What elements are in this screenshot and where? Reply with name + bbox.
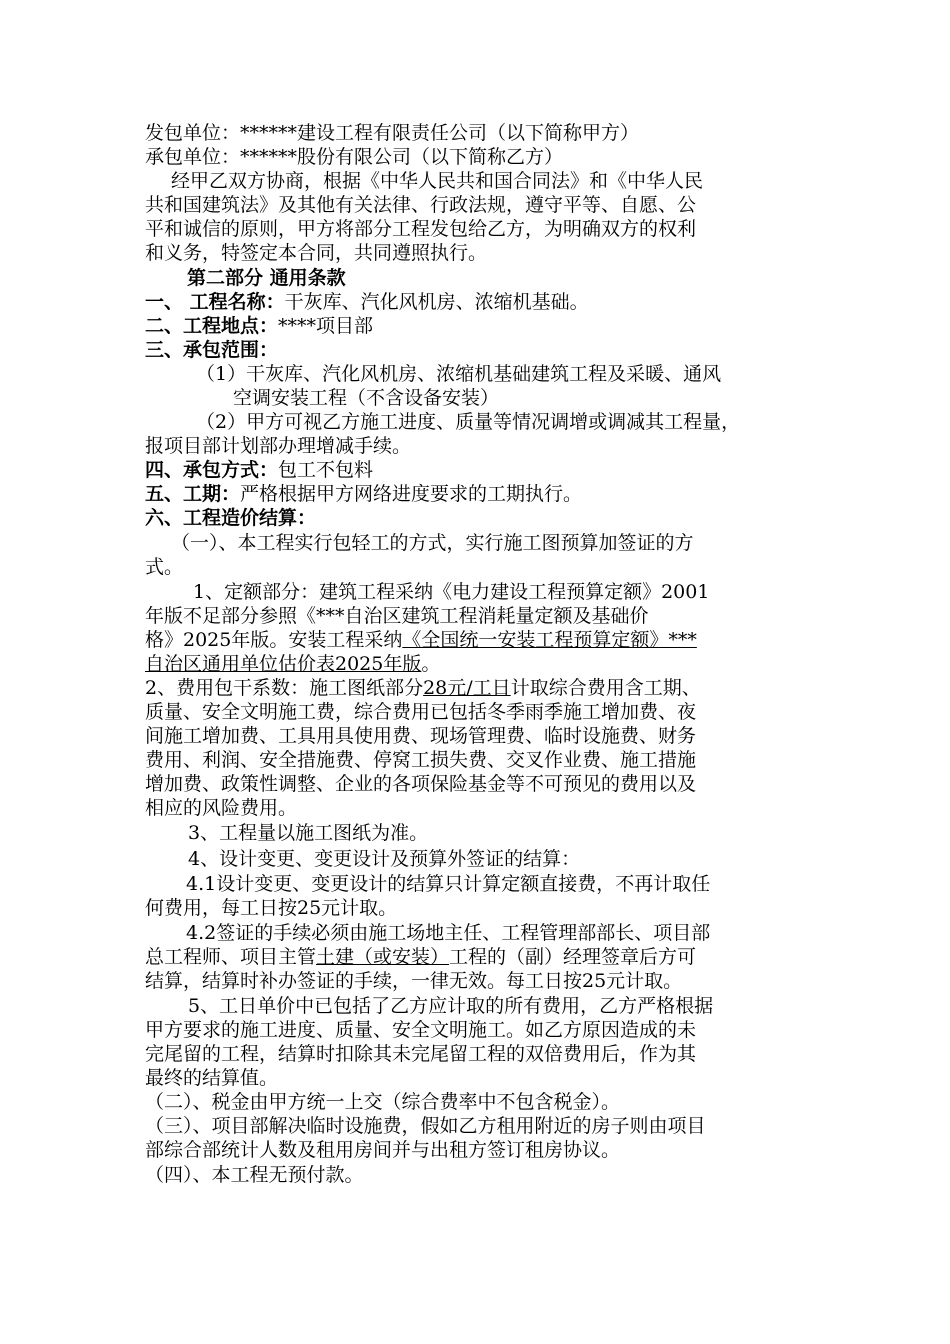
employer-line: 发包单位：******建设工程有限责任公司（以下简称甲方）	[145, 122, 640, 144]
item-2-text: 计取综合费用含工期、	[510, 677, 701, 699]
item-4-2	[145, 945, 696, 969]
intro-line: 经甲乙双方协商，根据《中华人民共和国合同法》和《中华人民	[171, 170, 704, 192]
paragraph-3: （三）、项目部解决临时设施费，假如乙方租用附近的房子则由项目	[145, 1115, 706, 1137]
intro-line: 平和诚信的原则，甲方将部分工程发包给乙方，为明确双方的权利	[145, 218, 697, 240]
item-2: 增加费、政策性调整、企业的各项保险基金等不可预见的费用以及	[145, 773, 697, 795]
section-4-value: 包工不包料	[278, 459, 374, 481]
scope-item: （2）甲方可视乙方施工进度、质量等情况调增或调减其工程量，	[196, 411, 741, 433]
item-4: 4、设计变更、变更设计及预算外签证的结算：	[188, 848, 581, 870]
item-4-2-underlined: 土建（或安装）	[316, 946, 450, 968]
item-3: 3、工程量以施工图纸为准。	[188, 822, 429, 844]
scope-item: （1）干灰库、汽化风机房、浓缩机基础建筑工程及采暖、通风	[196, 363, 722, 385]
item-1: 1、定额部分：建筑工程采纳《电力建设工程预算定额》2001	[193, 581, 710, 603]
section-1	[145, 290, 589, 314]
paragraph-1: （一）、本工程实行包轻工的方式，实行施工图预算加签证的方	[171, 532, 694, 554]
contractor-line: 承包单位：******股份有限公司（以下简称乙方）	[145, 146, 564, 168]
item-1	[145, 652, 440, 676]
item-2: 间施工增加费、工具用具使用费、现场管理费、临时设施费、财务	[145, 725, 697, 747]
item-2-rate: 28元/工日	[423, 677, 511, 699]
item-1-text: 。	[421, 653, 441, 675]
item-4-2-text: 总工程师、项目主管	[145, 946, 317, 968]
item-5: 完尾留的工程，结算时扣除其未完尾留工程的双倍费用后，作为其	[145, 1043, 697, 1065]
section-5-value: 严格根据甲方网络进度要求的工期执行。	[240, 483, 583, 505]
item-4-2: 结算，结算时补办签证的手续，一律无效。每工日按25元计取。	[145, 970, 683, 992]
item-4-1: 4.1设计变更、变更设计的结算只计算定额直接费，不再计取任	[186, 873, 711, 895]
item-1	[145, 628, 697, 652]
section-3-label: 三、承包范围：	[145, 339, 279, 361]
paragraph-2: （二）、税金由甲方统一上交（综合费率中不包含税金）。	[145, 1091, 621, 1113]
section-2-value: ****项目部	[278, 315, 374, 337]
paragraph-1: 式。	[145, 556, 184, 578]
part-title: 第二部分 通用条款	[187, 267, 346, 289]
paragraph-4: （四）、本工程无预付款。	[145, 1164, 364, 1186]
paragraph-3: 部综合部统计人数及租用房间并与出租方签订租房协议。	[145, 1139, 621, 1161]
intro-line: 和义务，特签定本合同，共同遵照执行。	[145, 242, 488, 264]
section-4	[145, 458, 373, 482]
section-2	[145, 314, 373, 338]
item-4-1: 何费用，每工日按25元计取。	[145, 897, 398, 919]
intro-line: 共和国建筑法》及其他有关法律、行政法规，遵守平等、自愿、公	[145, 194, 697, 216]
item-2: 质量、安全文明施工费，综合费用已包括冬季雨季施工增加费、夜	[145, 701, 697, 723]
item-2	[145, 676, 701, 700]
item-4-2: 4.2签证的手续必须由施工场地主任、工程管理部部长、项目部	[186, 922, 711, 944]
item-5: 甲方要求的施工进度、质量、安全文明施工。如乙方原因造成的未	[145, 1019, 697, 1041]
section-5-label: 五、工期：	[145, 483, 241, 505]
item-1-text: 格》2025年版。安装工程采纳	[145, 629, 403, 651]
section-4-label: 四、承包方式：	[145, 459, 279, 481]
section-5	[145, 482, 582, 506]
section-1-value: 干灰库、汽化风机房、浓缩机基础。	[284, 291, 589, 313]
item-5: 5、工日单价中已包括了乙方应计取的所有费用，乙方严格根据	[188, 995, 714, 1017]
item-2: 费用、利润、安全措施费、停窝工损失费、交叉作业费、施工措施	[145, 749, 697, 771]
item-2: 相应的风险费用。	[145, 797, 298, 819]
section-1-label: 一、 工程名称：	[145, 291, 285, 313]
section-6-label: 六、工程造价结算：	[145, 507, 317, 529]
item-1-underlined: 自治区通用单位估价表2025年版	[145, 653, 422, 675]
item-2-text: 2、费用包干系数：施工图纸部分	[145, 677, 424, 699]
item-4-2-text: 工程的（副）经理签章后方可	[449, 946, 697, 968]
item-5: 最终的结算值。	[145, 1067, 279, 1089]
item-1-underlined: 《全国统一安装工程预算定额》***	[402, 629, 697, 651]
scope-item: 空调安装工程（不含设备安装）	[233, 387, 500, 409]
scope-item: 报项目部计划部办理增减手续。	[145, 435, 412, 457]
section-2-label: 二、工程地点：	[145, 315, 279, 337]
item-1: 年版不足部分参照《***自治区建筑工程消耗量定额及基础价	[145, 605, 649, 627]
